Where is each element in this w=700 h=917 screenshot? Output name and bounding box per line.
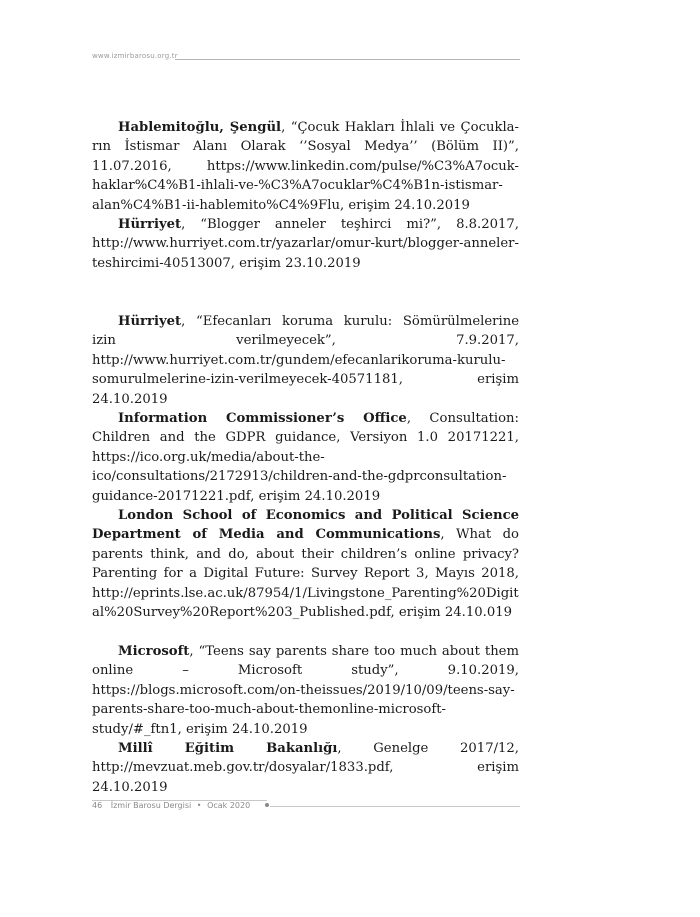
bibliography-list <box>92 118 519 797</box>
entry-text: , “Blogger anneler teşhirci mi?”, 8.8.2017, http://www.hurriyet.com.tr/yazarlar/omur-kurt/blogger-anneler-teshircimi-40513007, erişim 23.10.2019 <box>92 217 519 271</box>
bibliography-entry <box>92 642 519 739</box>
entry-text: , “Çocuk Hakları İhlali ve Çocukların İstismar Alanı Olarak ‘’Sosyal Medya’’ (Bölüm II)”, 11.07.2016, https://www.linkedin.com/pulse/%C3%A7ocuk-haklar%C4%B1-ihlali-ve-%C3%A7ocuklar%C4%B1n-istismar-alan%C4%B1-ii-hablemito%C4%9Flu, erişim 24.10.2019 <box>92 120 519 213</box>
page-footer <box>92 801 250 810</box>
entry-author: Hürriyet <box>118 217 182 232</box>
entry-author: Millî Eğitim Bakanlığı <box>118 741 338 756</box>
entry-text: , “Efecanları koruma kurulu: Sömürülmelerine izin verilmeyecek”, 7.9.2017, http://www.hurriyet.com.tr/gundem/efecanlarikoruma-kurulu-somurulmelerine-izin-verilmeyecek-40571181, erişim 24.10.2019 <box>92 314 519 407</box>
entry-text: , Genelge 2017/12, http://mevzuat.meb.gov.tr/dosyalar/1833.pdf, erişim 24.10.2019 <box>92 741 519 795</box>
page-number: 46 <box>92 801 103 810</box>
journal-name: İzmir Barosu Dergisi <box>110 801 192 810</box>
bibliography-entry <box>92 739 519 797</box>
entry-author: Microsoft <box>118 644 190 659</box>
footer-bullet-icon <box>265 803 269 807</box>
bibliography-entry <box>92 215 519 312</box>
entry-author: Hürriyet <box>118 314 182 329</box>
footer-rule-right <box>270 806 520 807</box>
bibliography-entry <box>92 118 519 215</box>
bibliography-entry <box>92 409 519 506</box>
header-rule <box>175 59 520 60</box>
bibliography-entry <box>92 506 519 642</box>
entry-author: Hablemitoğlu, Şengül <box>118 120 282 135</box>
entry-author: Information Commissioner’s Office <box>118 411 407 426</box>
entry-author: London School of Economics and Political Science Department of Media and Communications <box>92 508 519 543</box>
issue-date: Ocak 2020 <box>207 801 251 810</box>
header-url: www.izmirbarosu.org.tr <box>92 52 178 60</box>
footer-separator: • <box>196 801 202 810</box>
entry-text: , What do parents think, and do, about their children’s online privacy? Parenting for a Digital Future: Survey Report 3, Mayıs 2018, http://eprints.lse.ac.uk/87954/1/Livingstone_Parenting%20Digital%20Survey%20Report%203_Published.pdf, erişim 24.10.019 <box>92 527 519 621</box>
bibliography-entry <box>92 312 519 409</box>
entry-text: , Consultation: Children and the GDPR guidance, Versiyon 1.0 20171221, https://ico.org.uk/media/about-the-ico/consultations/2172913/children-and-the-gdprconsultation-guidance-20171221.pdf, erişim 24.10.2019 <box>92 411 519 504</box>
entry-text: , “Teens say parents share too much about them online – Microsoft study”, 9.10.2019, https://blogs.microsoft.com/on-theissues/2019/10/09/teens-say-parents-share-too-much-about-themonline-microsoft-study/#_ftn1, erişim 24.10.2019 <box>92 644 519 737</box>
